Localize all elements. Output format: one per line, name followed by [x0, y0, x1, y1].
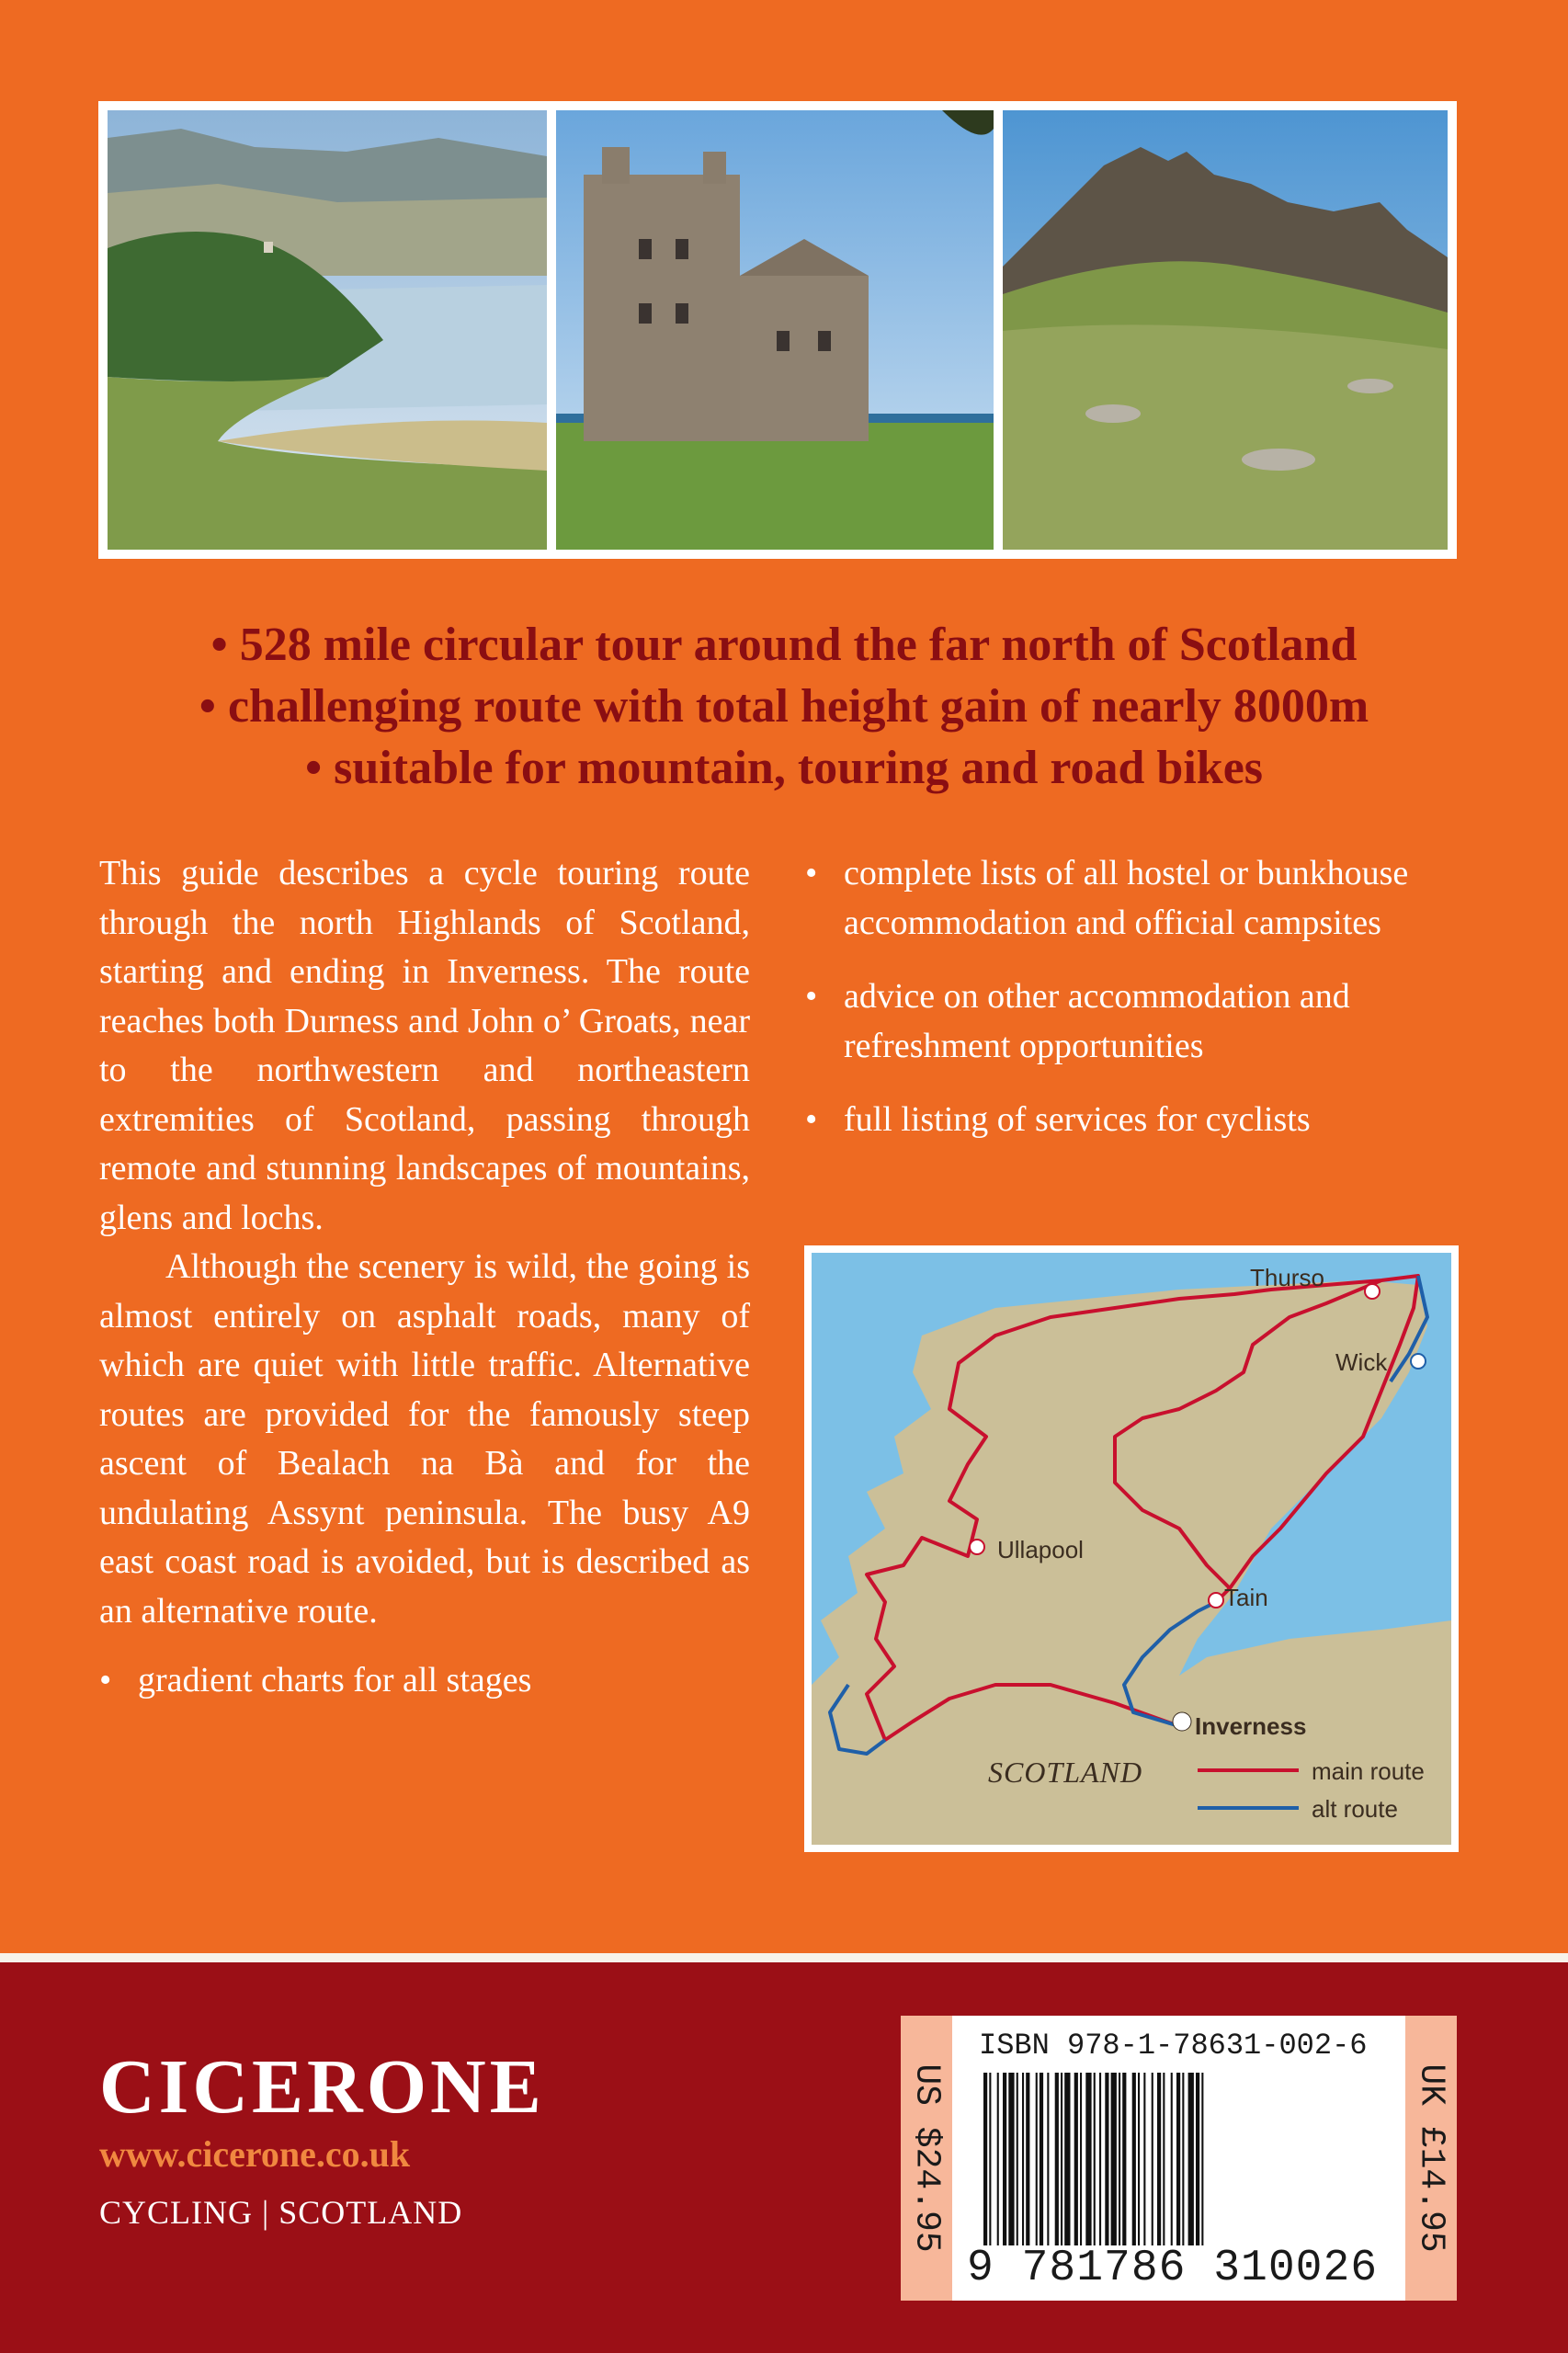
barcode-bar — [1085, 2073, 1091, 2245]
barcode-bar — [997, 2073, 999, 2245]
photo-strip — [98, 101, 1457, 559]
barcode-bars — [983, 2073, 1374, 2245]
place-marker-thurso — [1365, 1284, 1380, 1299]
barcode-bar — [1061, 2073, 1062, 2245]
highlight-item: • 528 mile circular tour around the far north of Scotland — [210, 619, 1358, 671]
description — [99, 849, 750, 1706]
map-region-label: SCOTLAND — [988, 1756, 1143, 1789]
highlight-item: • challenging route with total height gain of nearly 8000m — [199, 680, 1369, 733]
price-us: US $24.95 — [906, 2063, 947, 2253]
publisher-url: www.cicerone.co.uk — [99, 2133, 411, 2175]
barcode-panel — [901, 2016, 1457, 2301]
feature-text: full listing of services for cyclists — [844, 1100, 1311, 1139]
barcode-bar — [989, 2073, 991, 2245]
map-label-thurso: Thurso — [1250, 1264, 1324, 1291]
barcode-bar — [1143, 2073, 1145, 2245]
bullet-icon: • — [99, 1661, 112, 1699]
legend-label-main: main route — [1312, 1757, 1425, 1785]
barcode-bar — [1055, 2073, 1059, 2245]
barcode-bar — [1201, 2073, 1203, 2245]
us-price-strip — [901, 2016, 952, 2301]
feature-list — [805, 849, 1467, 1170]
barcode-bar — [1152, 2073, 1153, 2245]
barcode-bar — [1022, 2073, 1024, 2245]
barcode-bar — [1047, 2073, 1049, 2245]
feature-item — [99, 1656, 750, 1706]
footer-divider — [0, 1953, 1568, 1962]
barcode-bar — [1064, 2073, 1070, 2245]
map-label-wick: Wick — [1335, 1348, 1388, 1376]
feature-item — [805, 849, 1467, 948]
barcode-bar — [1094, 2073, 1096, 2245]
barcode-bar — [1163, 2073, 1165, 2245]
bullet-icon: • — [805, 1100, 818, 1139]
barcode-bar — [1099, 2073, 1101, 2245]
photo-castle — [556, 110, 994, 550]
description-paragraph: This guide describes a cycle touring route through the north Highlands of Scotland, starting and ending in Inverness. The route reaches both Durness and John o’ Groats, near to the northwestern and northeastern extremities of Scotland, passing through remote and stunning landscapes of mountains, glens and lochs. — [99, 854, 750, 1237]
barcode-bar — [1188, 2073, 1194, 2245]
place-marker-ullapool — [970, 1540, 984, 1554]
barcode-bar — [1122, 2073, 1126, 2245]
highlight-item: • suitable for mountain, touring and road bikes — [304, 742, 1264, 794]
map-label-tain: Tain — [1224, 1584, 1268, 1611]
highlights — [0, 614, 1568, 799]
legend-label-alt: alt route — [1312, 1795, 1398, 1823]
barcode-bar — [1132, 2073, 1136, 2245]
barcode-bar — [1182, 2073, 1184, 2245]
ean-number: 9 781786 310026 — [967, 2244, 1379, 2293]
barcode-bar — [1026, 2073, 1029, 2245]
barcode-bar — [1171, 2073, 1173, 2245]
barcode-bar — [983, 2073, 987, 2245]
place-marker-tain — [1209, 1593, 1223, 1608]
barcode-bar — [1105, 2073, 1108, 2245]
barcode-bar — [1040, 2073, 1043, 2245]
feature-text: advice on other accommodation and refreshment opportunities — [844, 977, 1350, 1065]
feature-item — [805, 972, 1467, 1071]
feature-item — [805, 1096, 1467, 1145]
feature-text: complete lists of all hostel or bunkhouse accommodation and official campsites — [844, 854, 1409, 942]
isbn-text: ISBN 978-1-78631-002-6 — [979, 2029, 1368, 2063]
barcode-bar — [1074, 2073, 1078, 2245]
bullet-icon: • — [805, 854, 818, 892]
price-uk: UK £14.95 — [1411, 2063, 1451, 2253]
barcode-bar — [1119, 2073, 1120, 2245]
barcode-bar — [1138, 2073, 1140, 2245]
barcode-bar — [1176, 2073, 1180, 2245]
place-marker-inverness — [1173, 1712, 1191, 1731]
barcode-bar — [1036, 2073, 1038, 2245]
place-marker-wick — [1411, 1354, 1426, 1369]
photo-coastal-landscape — [108, 110, 547, 550]
barcode-bar — [1080, 2073, 1082, 2245]
publisher-logo: CICERONE — [99, 2044, 545, 2130]
barcode-bar — [1111, 2073, 1117, 2245]
barcode-bar — [1157, 2073, 1161, 2245]
description-paragraph: Although the scenery is wild, the going is almost entirely on asphalt roads, many of which are quiet with little traffic. Alternative routes are provided for the famously steep ascent of Bealach na Bà and for the undulating Assynt peninsula. The busy A9 east coast road is avoided, but is described as an alternative route. — [99, 1247, 750, 1631]
category-label: CYCLING | SCOTLAND — [99, 2194, 463, 2231]
barcode-bar — [1196, 2073, 1199, 2245]
barcode-bar — [1003, 2073, 1006, 2245]
route-map — [804, 1245, 1459, 1852]
map-label-ullapool: Ullapool — [997, 1536, 1084, 1563]
uk-price-strip — [1405, 2016, 1457, 2301]
barcode-bar — [1008, 2073, 1014, 2245]
map-label-inverness: Inverness — [1195, 1712, 1307, 1740]
bullet-icon: • — [805, 977, 818, 1016]
photo-mountain — [1003, 110, 1448, 550]
barcode-bar — [1017, 2073, 1018, 2245]
feature-text: gradient charts for all stages — [138, 1661, 532, 1699]
